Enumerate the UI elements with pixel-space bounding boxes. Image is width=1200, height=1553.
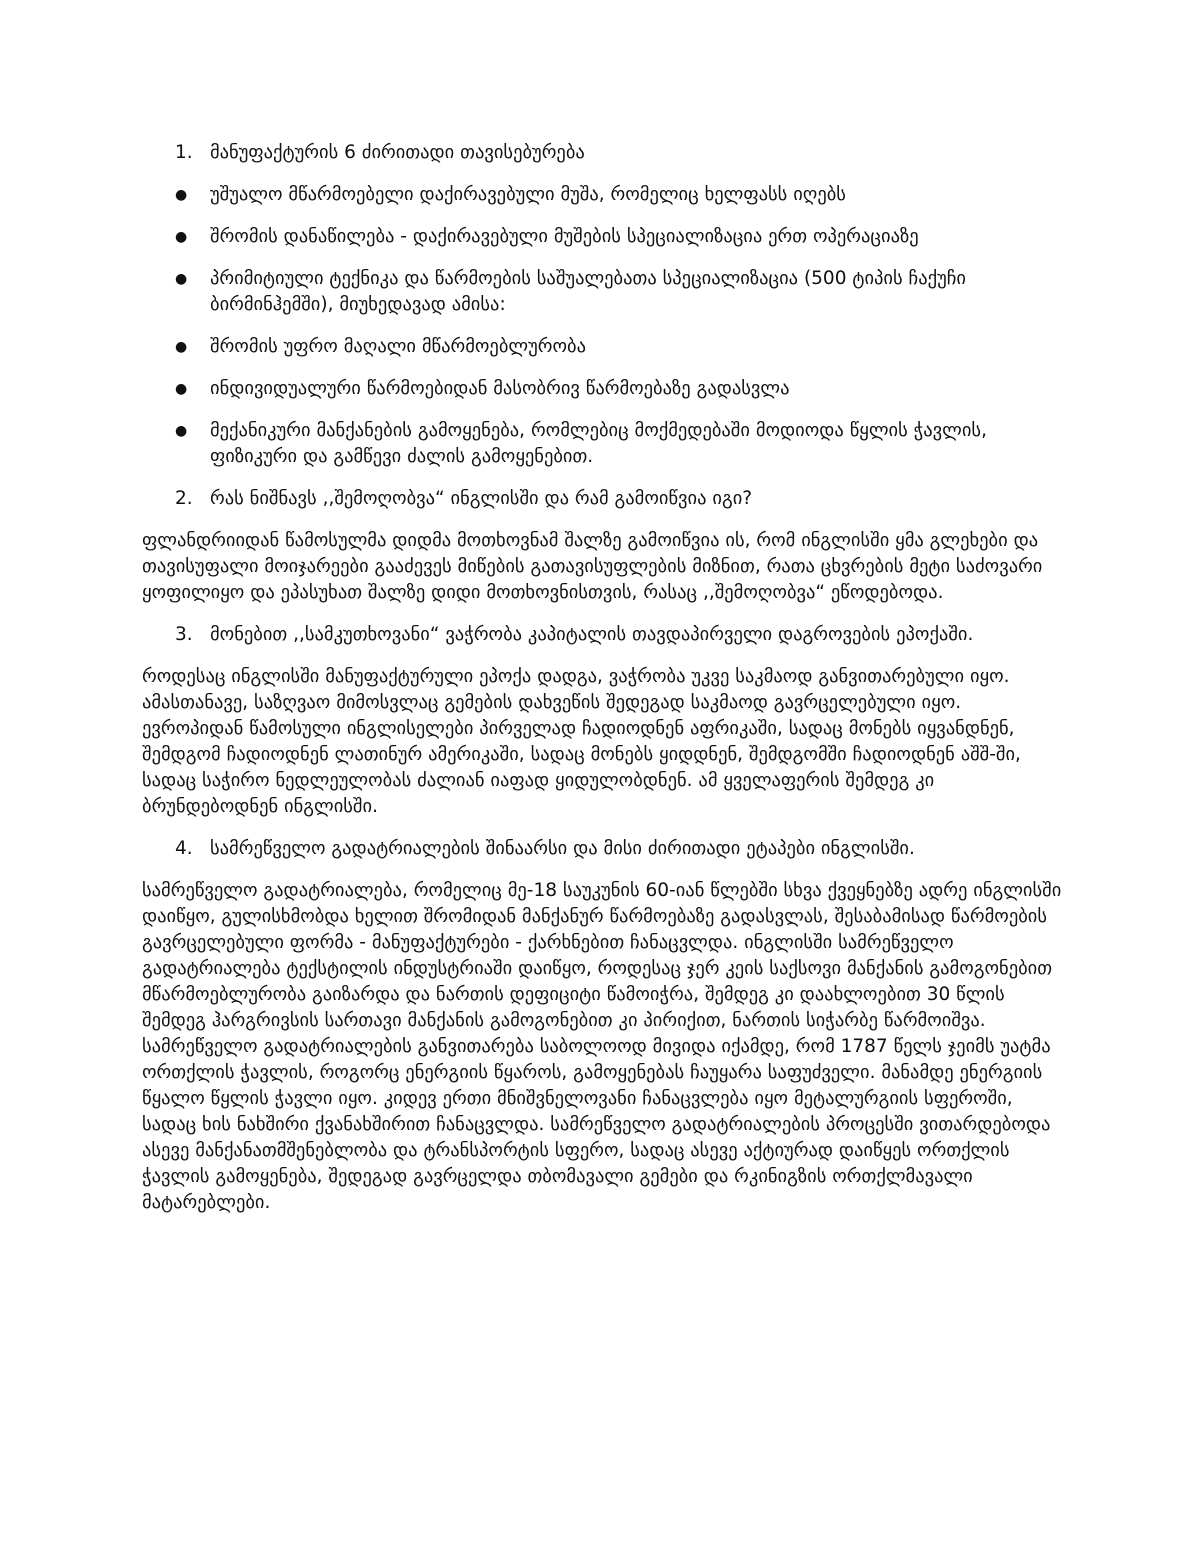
section-heading-1 — [175, 140, 1062, 166]
section-heading-2 — [175, 486, 1062, 512]
bullet-item — [175, 266, 1062, 318]
list-number: 3. — [175, 624, 193, 645]
bullet-text: ინდივიდუალური წარმოებიდან მასობრივ წარმოებაზე გადასვლა — [210, 378, 790, 399]
bullet-icon: ● — [175, 271, 188, 287]
bullet-text: შრომის დანაწილება - დაქირავებული მუშების სპეციალიზაცია ერთ ოპერაციაზე — [210, 226, 919, 247]
section-heading-text: მონებით ,,სამკუთხოვანი“ ვაჭრობა კაპიტალის თავდაპირველი დაგროვების ეპოქაში. — [210, 624, 974, 645]
bullet-icon: ● — [175, 187, 188, 203]
section-heading-text: რას ნიშნავს ,,შემოღობვა“ ინგლისში და რამ გამოიწვია იგი? — [210, 488, 753, 509]
list-number: 1. — [175, 142, 193, 163]
bullet-icon: ● — [175, 423, 188, 439]
bullet-icon: ● — [175, 381, 188, 397]
document-body — [142, 140, 1062, 1232]
section-heading-3 — [175, 622, 1062, 648]
bullet-item — [175, 224, 1062, 250]
section-paragraph-4: სამრეწველო გადატრიალება, რომელიც მე-18 საუკუნის 60-იან წლებში სხვა ქვეყნებზე ადრე ინგლისში დაიწყო, გულისხმობდა ხელით შრომიდან მანქანურ წარმოებაზე გადასვლას, შესაბამისად წარმოების გავრცელებული ფორმა - მანუფაქტურები - ქარხნებით ჩანაცვლდა. ინგლისში სამრეწველო გადატრიალება ტექსტილის ინდუსტრიაში დაიწყო, როდესაც ჯერ კეის საქსოვი მანქანის გამოგონებით მწარმოებლურობა გაიზარდა და ნართის დეფიციტი წამოიჭრა, შემდეგ კი დაახლოებით 30 წლის შემდეგ ჰარგრივსის სართავი მანქანის გამოგონებით კი პირიქით, ნართის სიჭარბე წარმოიშვა. სამრეწველო გადატრიალების განვითარება საბოლოოდ მივიდა იქამდე, რომ 1787 წელს ჯეიმს უატმა ორთქლის ჭავლის, როგორც ენერგიის წყაროს, გამოყენებას ჩაუყარა საფუძველი. მანამდე ენერგიის წყალო წყლის ჭავლი იყო. კიდევ ერთი მნიშვნელოვანი ჩანაცვლება იყო მეტალურგიის სფეროში, სადაც ხის ნახშირი ქვანახშირით ჩანაცვლდა. სამრეწველო გადატრიალების პროცესში ვითარდებოდა ასევე მანქანათმშენებლობა და ტრანსპორტის სფერო, სადაც ასევე აქტიურად დაიწყეს ორთქლის ჭავლის გამოყენება, შედეგად გავრცელდა თბომავალი გემები და რკინიგზის ორთქლმავალი მატარებლები. — [142, 880, 1062, 1213]
bullet-icon: ● — [175, 339, 188, 355]
bullet-icon: ● — [175, 229, 188, 245]
bullet-item — [175, 418, 1062, 470]
list-number: 2. — [175, 488, 193, 509]
bullet-text: უშუალო მწარმოებელი დაქირავებული მუშა, რომელიც ხელფასს იღებს — [210, 184, 846, 205]
section-heading-text: სამრეწველო გადატრიალების შინაარსი და მისი ძირითადი ეტაპები ინგლისში. — [210, 838, 915, 859]
section-heading-text: მანუფაქტურის 6 ძირითადი თავისებურება — [210, 142, 585, 163]
bullet-text: შრომის უფრო მაღალი მწარმოებლურობა — [210, 336, 586, 357]
list-number: 4. — [175, 838, 193, 859]
section-paragraph-3: როდესაც ინგლისში მანუფაქტურული ეპოქა დადგა, ვაჭრობა უკვე საკმაოდ განვითარებული იყო. ამასთანავე, საზღვაო მიმოსვლაც გემების დახვეწის შედეგად საკმაოდ გავრცელებული იყო. ევროპიდან წამოსული ინგლისელები პირველად ჩადიოდნენ აფრიკაში, სადაც მონებს იყვანდნენ, შემდგომ ჩადიოდნენ ლათინურ ამერიკაში, სადაც მონებს ყიდდნენ, შემდგომში ჩადიოდნენ აშშ-ში, სადაც საჭირო ნედლეულობას ძალიან იაფად ყიდულობდნენ. ამ ყველაფერის შემდეგ კი ბრუნდებოდნენ ინგლისში. — [142, 666, 1021, 817]
bullet-text: პრიმიტიული ტექნიკა და წარმოების საშუალებათა სპეციალიზაცია (500 ტიპის ჩაქუჩი ბირმინჰემში), მიუხედავად ამისა: — [210, 268, 966, 315]
bullet-text: მექანიკური მანქანების გამოყენება, რომლებიც მოქმედებაში მოდიოდა წყლის ჭავლის, ფიზიკური და გამწევი ძალის გამოყენებით. — [210, 420, 987, 467]
section-heading-4 — [175, 836, 1062, 862]
section-paragraph-2: ფლანდრიიდან წამოსულმა დიდმა მოთხოვნამ შალზე გამოიწვია ის, რომ ინგლისში ყმა გლეხები და თავისუფალი მოიჯარეები გააძევეს მიწების გათავისუფლების მიზნით, რათა ცხვრების მეტი საძოვარი ყოფილიყო და ეპასუხათ შალზე დიდი მოთხოვნისთვის, რასაც ,,შემოღობვა“ ეწოდებოდა. — [142, 530, 1043, 603]
bullet-item — [175, 182, 1062, 208]
bullet-item — [175, 376, 1062, 402]
bullet-item — [175, 334, 1062, 360]
